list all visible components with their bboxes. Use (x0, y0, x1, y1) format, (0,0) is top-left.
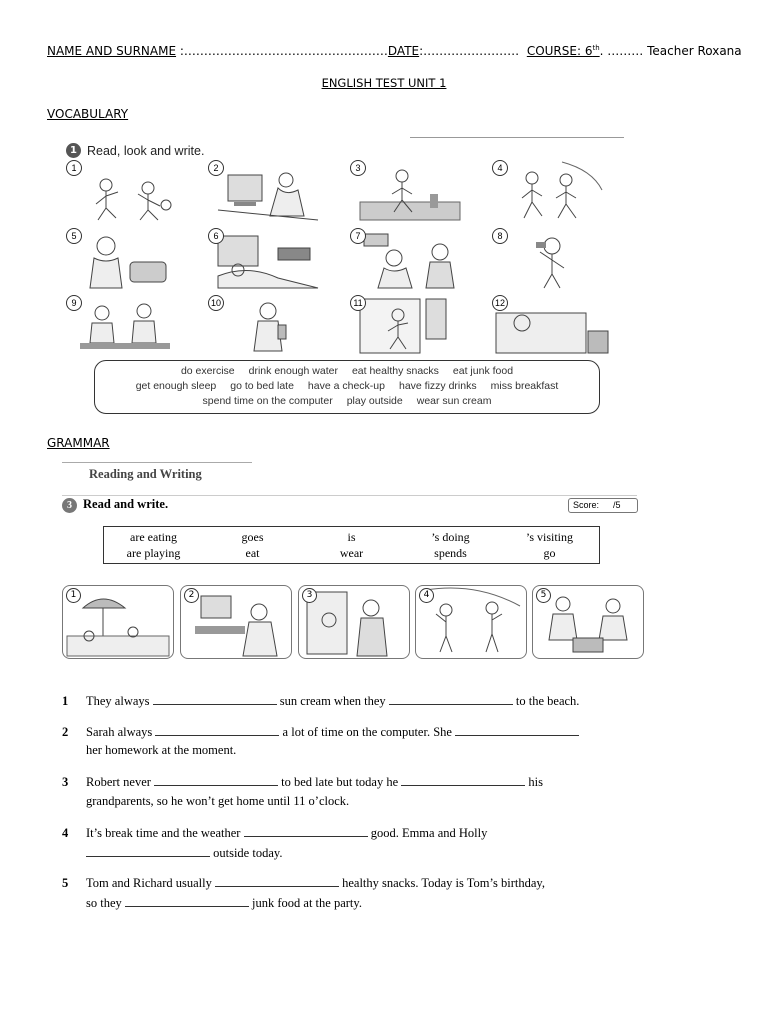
vocab-picture (66, 160, 188, 222)
vocab-picture (208, 160, 330, 222)
question-line (62, 895, 362, 911)
grammar-word: are eating (130, 530, 177, 544)
vocab-picture (66, 228, 188, 290)
picture-number: 1 (66, 588, 81, 603)
question-text: They always (86, 694, 153, 708)
question-line (62, 743, 236, 758)
question-number: 3 (62, 775, 69, 789)
picture-number: 11 (350, 295, 366, 311)
illustration-icon (350, 160, 472, 222)
picture-number: 5 (536, 588, 551, 603)
picture-number: 2 (208, 160, 224, 176)
reading-writing-heading: Reading and Writing (89, 467, 202, 481)
vocab-picture (208, 295, 330, 357)
grammar-word: go (543, 546, 556, 560)
question-number: 2 (62, 725, 69, 739)
answer-blank[interactable] (154, 774, 278, 786)
grammar-picture (180, 585, 292, 659)
picture-number: 6 (208, 228, 224, 244)
picture-number: 8 (492, 228, 508, 244)
vocab-word-box (94, 360, 600, 414)
question-number: 4 (62, 826, 69, 840)
vocab-exercise-title: 1 Read, look and write. (66, 140, 204, 159)
question-number: 5 (62, 876, 69, 890)
vocab-picture (492, 160, 614, 222)
course-rest: . ……… Teacher Roxana (599, 44, 742, 58)
name-label: NAME AND SURNAME (47, 44, 177, 58)
answer-blank[interactable] (455, 724, 579, 736)
picture-number: 10 (208, 295, 224, 311)
word-line-3 (95, 395, 599, 407)
vocab-picture (492, 295, 614, 357)
question-text: Tom and Richard usually (86, 876, 215, 890)
question-text: grandparents, so he won’t get home until 11 o’clock. (86, 794, 350, 808)
vocabulary-heading: VOCABULARY (47, 107, 129, 121)
grammar-picture (415, 585, 527, 659)
question-text: outside today. (210, 846, 283, 860)
vocab-word: get enough sleep (135, 380, 217, 392)
answer-blank[interactable] (153, 693, 277, 705)
question-text: sun cream when they (276, 694, 389, 708)
illustration-icon (208, 295, 330, 357)
illustration-icon (208, 160, 330, 222)
vocab-picture (208, 228, 330, 290)
grammar-word: ’s doing (431, 530, 470, 544)
student-info-header (47, 44, 742, 58)
question-text: good. Emma and Holly (367, 826, 488, 840)
grammar-picture (62, 585, 174, 659)
vocab-word: go to bed late (230, 380, 294, 392)
answer-blank[interactable] (244, 825, 368, 837)
question-text: healthy snacks. Today is Tom’s birthday, (338, 876, 545, 890)
question-line (62, 825, 487, 841)
vocab-word: have a check-up (307, 380, 385, 392)
word-line-1 (95, 365, 599, 377)
grammar-picture (532, 585, 644, 659)
question-text: Sarah always (86, 725, 156, 739)
grammar-word-table (103, 526, 600, 564)
score-box: Score: /5 (568, 498, 638, 513)
vocab-picture (350, 228, 472, 290)
picture-number: 3 (302, 588, 317, 603)
picture-number: 7 (350, 228, 366, 244)
vocab-word: drink enough water (248, 365, 338, 377)
grammar-divider (62, 495, 637, 496)
question-line (62, 693, 579, 709)
question-line (62, 794, 349, 809)
question-line (62, 774, 543, 790)
question-line (62, 845, 282, 861)
grammar-picture (298, 585, 410, 659)
word-line-2 (95, 380, 599, 392)
question-number: 1 (62, 694, 69, 708)
illustration-icon (492, 228, 614, 290)
picture-number: 3 (350, 160, 366, 176)
exercise-number-badge: 1 (66, 143, 81, 158)
vocab-picture (350, 295, 472, 357)
picture-number: 12 (492, 295, 508, 311)
illustration-icon (492, 295, 614, 357)
answer-blank[interactable] (86, 845, 210, 857)
answer-blank[interactable] (155, 724, 279, 736)
vocab-word: miss breakfast (490, 380, 559, 392)
question-text: It’s break time and the weather (86, 826, 244, 840)
picture-number: 2 (184, 588, 199, 603)
date-label: DATE (387, 44, 420, 58)
question-line (62, 724, 579, 740)
vocab-picture (66, 295, 188, 357)
picture-number: 4 (492, 160, 508, 176)
illustration-icon (492, 160, 614, 222)
vocab-picture (492, 228, 614, 290)
answer-blank[interactable] (401, 774, 525, 786)
picture-number: 4 (419, 588, 434, 603)
vocab-picture (350, 160, 472, 222)
picture-number: 1 (66, 160, 82, 176)
grammar-heading-rule (62, 462, 252, 463)
course-label: COURSE: 6th (526, 44, 600, 58)
answer-blank[interactable] (389, 693, 513, 705)
test-title: ENGLISH TEST UNIT 1 (321, 76, 447, 90)
question-line (62, 875, 545, 891)
grammar-word: is (347, 530, 356, 544)
illustration-icon (66, 295, 188, 357)
question-text: a lot of time on the computer. She (279, 725, 456, 739)
answer-line (410, 137, 624, 138)
vocab-word: do exercise (180, 365, 235, 377)
grammar-word: spends (434, 546, 467, 560)
vocab-word: wear sun cream (416, 395, 492, 407)
question-text: Robert never (86, 775, 155, 789)
question-text: his (525, 775, 543, 789)
vocab-word: eat junk food (452, 365, 514, 377)
question-text: so they (86, 896, 125, 910)
illustration-icon (208, 228, 330, 290)
picture-number: 9 (66, 295, 82, 311)
illustration-icon (350, 228, 472, 290)
answer-blank[interactable] (215, 875, 339, 887)
grammar-word: eat (245, 546, 260, 560)
grammar-word: wear (339, 546, 364, 560)
question-text: junk food at the party. (248, 896, 362, 910)
grammar-word: ’s visiting (525, 530, 573, 544)
picture-number: 5 (66, 228, 82, 244)
vocab-word: play outside (346, 395, 403, 407)
vocab-word: have fizzy drinks (398, 380, 477, 392)
grammar-word: are playing (126, 546, 181, 560)
date-dots: :…………………… (419, 44, 520, 58)
vocab-word: spend time on the computer (202, 395, 333, 407)
question-text: her homework at the moment. (86, 743, 237, 757)
name-dots: :…………………………………………… (176, 44, 388, 58)
illustration-icon (350, 295, 472, 357)
grammar-exercise-title: 3 Read and write. (62, 497, 168, 513)
illustration-icon (66, 228, 188, 290)
vocab-word: eat healthy snacks (351, 365, 439, 377)
grammar-heading: GRAMMAR (47, 436, 110, 450)
question-text: to bed late but today he (278, 775, 402, 789)
question-text: to the beach. (512, 694, 580, 708)
grammar-word: goes (241, 530, 264, 544)
answer-blank[interactable] (125, 895, 249, 907)
illustration-icon (66, 160, 188, 222)
